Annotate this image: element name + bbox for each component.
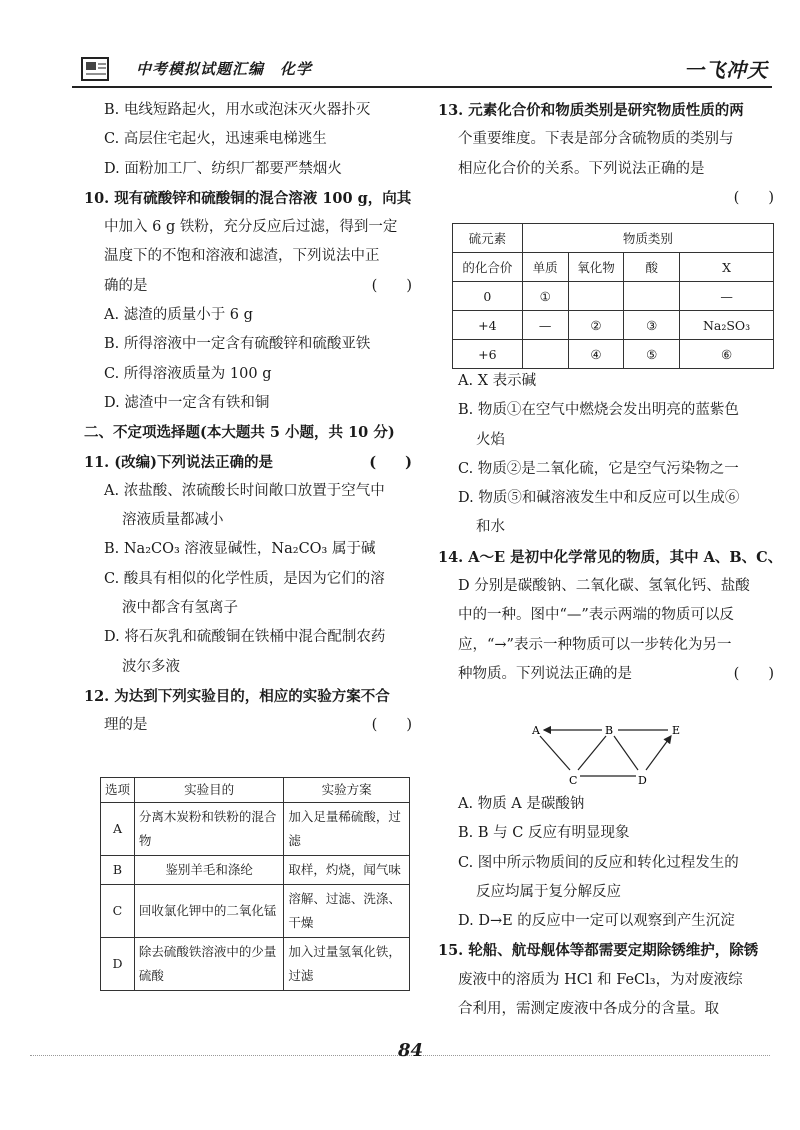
table-cell: — [680, 282, 774, 311]
right-column-lower [438, 367, 783, 689]
q11-option-d-cont: 波尔多液 [122, 658, 180, 675]
q11-stem [84, 448, 416, 477]
q13-stem-line: 个重要维度。下表是部分含硫物质的类别与 [458, 131, 734, 148]
q12-table [100, 777, 410, 991]
q12-stem-line: 12. 为达到下列实验目的，相应的实验方案不合 [84, 687, 390, 705]
table-cell: ⑥ [680, 340, 774, 369]
table-cell: ④ [568, 340, 624, 369]
header-cell: 氧化物 [568, 253, 624, 282]
q11-option-b: B. Na₂CO₃ 溶液显碱性，Na₂CO₃ 属于碱 [104, 541, 376, 558]
q10-stem-line: 10. 现有硫酸锌和硫酸铜的混合溶液 100 g，向其 [84, 189, 412, 207]
q11-answer-paren: ( ) [369, 453, 412, 471]
q10-option-a: A. 滤渣的质量小于 6 g [104, 307, 253, 324]
node-e-label: E [672, 724, 681, 737]
node-d-label: D [638, 774, 647, 786]
table-cell: ② [568, 311, 624, 340]
plan-cell: 溶解、过滤、洗涤、干燥 [284, 885, 410, 938]
q9-option-c: C. 高层住宅起火，迅速乘电梯逃生 [104, 131, 327, 148]
q14-option-c: C. 图中所示物质间的反应和转化过程发生的 [458, 854, 739, 871]
q11-option-c: C. 酸具有相似的化学性质，是因为它们的溶 [104, 570, 385, 587]
group-header-cell: 物质类别 [522, 224, 773, 253]
table-cell [522, 340, 568, 369]
header-cell: X [680, 253, 774, 282]
q14-stem-text: 种物质。下列说法正确的是 [458, 665, 632, 682]
table-row [453, 340, 774, 369]
aim-cell: 鉴别羊毛和涤纶 [134, 856, 283, 885]
table-cell: — [522, 311, 568, 340]
header-cell: 选项 [101, 778, 135, 803]
header-cell: 单质 [522, 253, 568, 282]
q14-stem-line [438, 660, 778, 689]
q14-stem-line: D 分别是碳酸钠、二氧化碳、氢氧化钙、盐酸 [458, 578, 750, 595]
q13-option-a: A. X 表示碱 [458, 373, 537, 389]
q14-option-a: A. 物质 A 是碳酸钠 [458, 796, 585, 812]
q13-stem-line: 相应化合价的关系。下列说法正确的是 [458, 160, 705, 177]
node-a-label: A [532, 724, 540, 737]
table-row [101, 885, 410, 938]
table-cell: ⑤ [624, 340, 680, 369]
valence-cell: 0 [453, 282, 523, 311]
valence-cell: +4 [453, 311, 523, 340]
q12-stem-text: 理的是 [104, 717, 148, 734]
section-2-heading: 二、不定项选择题(本大题共 5 小题，共 10 分) [84, 424, 395, 442]
table-cell: ① [522, 282, 568, 311]
q15-stem-line: 合利用，需测定废液中各成分的含量。取 [458, 1001, 719, 1018]
valence-cell: +6 [453, 340, 523, 369]
right-column-bottom [438, 790, 778, 1024]
q14-relation-diagram [526, 716, 696, 786]
q10-option-b: B. 所得溶液中一定含有硫酸锌和硫酸亚铁 [104, 336, 371, 353]
option-cell: D [101, 938, 135, 991]
table-row [453, 311, 774, 340]
table-cell [568, 282, 624, 311]
node-b-label: B [605, 724, 614, 737]
q12-stem-line [84, 711, 416, 740]
q13-option-d-cont: 和水 [476, 519, 505, 536]
corner-cell-top: 硫元素 [453, 224, 523, 253]
q14-answer-paren: ( ) [733, 665, 774, 682]
q15-stem-line: 15. 轮船、航母舰体等都需要定期除锈维护，除锈 [438, 942, 759, 960]
book-logo-icon [80, 54, 114, 84]
page-header [72, 52, 772, 88]
q15-stem-line: 废液中的溶质为 HCl 和 FeCl₃，为对废液综 [458, 971, 743, 988]
table-header-row [453, 253, 774, 282]
plan-cell: 取样，灼烧，闻气味 [284, 856, 410, 885]
aim-cell: 除去硫酸铁溶液中的少量硫酸 [134, 938, 283, 991]
q14-stem-line: 应，“→”表示一种物质可以一步转化为另一 [458, 636, 732, 653]
q10-stem-line [84, 272, 416, 301]
q14-stem-line: 中的一种。图中“—”表示两端的物质可以反 [458, 607, 734, 624]
table-row [453, 282, 774, 311]
q14-option-b: B. B 与 C 反应有明显现象 [458, 825, 630, 842]
q10-stem-line: 中加入 6 g 铁粉，充分反应后过滤，得到一定 [104, 219, 398, 236]
page-number: 84 [398, 1040, 424, 1061]
right-column [438, 96, 778, 213]
q10-answer-paren: ( ) [371, 277, 412, 294]
corner-cell-bottom: 的化合价 [453, 253, 523, 282]
q13-paren-line [438, 184, 778, 213]
q13-option-b: B. 物质①在空气中燃烧会发出明亮的蓝紫色 [458, 402, 739, 419]
aim-cell: 分离木炭粉和铁粉的混合物 [134, 803, 283, 856]
q14-stem-line: 14. A～E 是初中化学常见的物质，其中 A、B、C、 [438, 548, 783, 566]
q11-stem-text: 11. (改编)下列说法正确的是 [84, 453, 273, 471]
book-title: 中考模拟试题汇编 化学 [136, 60, 313, 78]
q9-option-b: B. 电线短路起火，用水或泡沫灭火器扑灭 [104, 102, 371, 118]
header-divider [72, 86, 772, 88]
left-column [84, 96, 416, 741]
table-header-row [101, 778, 410, 803]
q12-answer-paren: ( ) [371, 717, 412, 734]
q10-option-d: D. 滤渣中一定含有铁和铜 [104, 394, 270, 411]
table-row [101, 803, 410, 856]
q11-option-a-cont: 溶液质量都减小 [122, 512, 224, 529]
q14-option-c-cont: 反应均属于复分解反应 [476, 883, 621, 900]
table-row [101, 856, 410, 885]
q13-stem-line: 13. 元素化合价和物质类别是研究物质性质的两 [438, 102, 744, 119]
q13-table [452, 223, 774, 369]
q11-option-a: A. 浓盐酸、浓硫酸长时间敞口放置于空气中 [104, 482, 385, 499]
header-cell: 实验方案 [284, 778, 410, 803]
q10-stem-line: 温度下的不饱和溶液和滤渣，下列说法中正 [104, 248, 380, 265]
aim-cell: 回收氯化钾中的二氧化锰 [134, 885, 283, 938]
option-cell: B [101, 856, 135, 885]
q10-option-c: C. 所得溶液质量为 100 g [104, 365, 272, 382]
plan-cell: 加入过量氢氧化铁，过滤 [284, 938, 410, 991]
option-cell: C [101, 885, 135, 938]
q11-option-c-cont: 液中都含有氢离子 [122, 600, 238, 617]
q13-option-d: D. 物质⑤和碱溶液发生中和反应可以生成⑥ [458, 490, 740, 507]
table-cell [624, 282, 680, 311]
option-cell: A [101, 803, 135, 856]
q10-stem-text: 确的是 [104, 277, 148, 294]
q11-option-d: D. 将石灰乳和硫酸铜在铁桶中混合配制农药 [104, 629, 386, 646]
node-c-label: C [569, 774, 578, 786]
plan-cell: 加入足量稀硫酸，过滤 [284, 803, 410, 856]
q14-option-d: D. D→E 的反应中一定可以观察到产生沉淀 [458, 913, 735, 930]
q13-answer-paren: ( ) [733, 189, 774, 206]
table-header-row [453, 224, 774, 253]
table-cell: Na₂SO₃ [680, 311, 774, 340]
q13-option-b-cont: 火焰 [476, 431, 505, 448]
q13-option-c: C. 物质②是二氧化硫，它是空气污染物之一 [458, 460, 739, 477]
q9-option-d: D. 面粉加工厂、纺织厂都要严禁烟火 [104, 160, 342, 177]
table-row [101, 938, 410, 991]
header-cell: 实验目的 [134, 778, 283, 803]
brand-name: 一飞冲天 [684, 58, 768, 82]
header-cell: 酸 [624, 253, 680, 282]
table-cell: ③ [624, 311, 680, 340]
